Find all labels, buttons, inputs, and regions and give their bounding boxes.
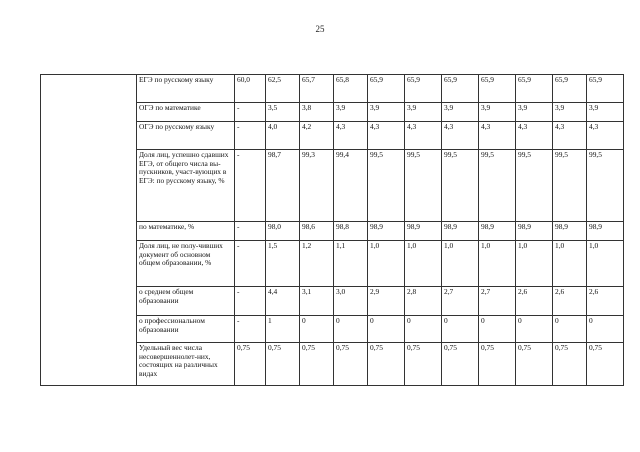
value-cell: 99,5 bbox=[368, 150, 405, 222]
value-cell: 62,5 bbox=[266, 75, 300, 103]
value-cell: 3,9 bbox=[334, 103, 368, 122]
value-cell: 0,75 bbox=[334, 343, 368, 386]
value-cell: - bbox=[235, 222, 266, 241]
value-cell: 0,75 bbox=[300, 343, 334, 386]
value-cell: 1,0 bbox=[587, 241, 624, 287]
value-cell: 2,7 bbox=[442, 287, 479, 316]
indicator-label: ОГЭ по русскому языку bbox=[137, 122, 235, 150]
value-cell: 4,3 bbox=[368, 122, 405, 150]
value-cell: 65,7 bbox=[300, 75, 334, 103]
value-cell: 2,6 bbox=[516, 287, 553, 316]
value-cell: 4,3 bbox=[479, 122, 516, 150]
value-cell: 0,75 bbox=[405, 343, 442, 386]
value-cell: 99,4 bbox=[334, 150, 368, 222]
value-cell: 3,0 bbox=[334, 287, 368, 316]
value-cell: 1,5 bbox=[266, 241, 300, 287]
value-cell: - bbox=[235, 287, 266, 316]
value-cell: 99,5 bbox=[587, 150, 624, 222]
value-cell: 98,9 bbox=[553, 222, 587, 241]
value-cell: - bbox=[235, 122, 266, 150]
value-cell: 4,2 bbox=[300, 122, 334, 150]
page-number: 25 bbox=[315, 24, 325, 34]
value-cell: 98,9 bbox=[587, 222, 624, 241]
value-cell: 1,0 bbox=[516, 241, 553, 287]
value-cell: 0,75 bbox=[442, 343, 479, 386]
value-cell: 4,3 bbox=[442, 122, 479, 150]
value-cell: 98,9 bbox=[368, 222, 405, 241]
value-cell: 0,75 bbox=[368, 343, 405, 386]
value-cell: 4,3 bbox=[516, 122, 553, 150]
value-cell: 0 bbox=[516, 316, 553, 343]
indicator-label: Доля лиц, не полу-чивших документ об основном общем образовании, % bbox=[137, 241, 235, 287]
value-cell: 3,9 bbox=[442, 103, 479, 122]
value-cell: 1,0 bbox=[479, 241, 516, 287]
value-cell: 4,3 bbox=[334, 122, 368, 150]
value-cell: 3,9 bbox=[516, 103, 553, 122]
value-cell: 3,9 bbox=[479, 103, 516, 122]
value-cell: 65,9 bbox=[553, 75, 587, 103]
value-cell: 65,8 bbox=[334, 75, 368, 103]
value-cell: 0 bbox=[553, 316, 587, 343]
value-cell: 65,9 bbox=[442, 75, 479, 103]
value-cell: 98,6 bbox=[300, 222, 334, 241]
value-cell: 1,1 bbox=[334, 241, 368, 287]
value-cell: 3,9 bbox=[368, 103, 405, 122]
value-cell: 0 bbox=[405, 316, 442, 343]
value-cell: 0,75 bbox=[479, 343, 516, 386]
value-cell: 4,3 bbox=[405, 122, 442, 150]
value-cell: 3,9 bbox=[553, 103, 587, 122]
value-cell: 60,0 bbox=[235, 75, 266, 103]
value-cell: 65,9 bbox=[587, 75, 624, 103]
indicator-label: ЕГЭ по русскому языку bbox=[137, 75, 235, 103]
value-cell: 2,9 bbox=[368, 287, 405, 316]
value-cell: 99,5 bbox=[479, 150, 516, 222]
value-cell: 99,5 bbox=[442, 150, 479, 222]
value-cell: 99,5 bbox=[516, 150, 553, 222]
value-cell: 2,8 bbox=[405, 287, 442, 316]
value-cell: 99,3 bbox=[300, 150, 334, 222]
indicator-label: о среднем общем образовании bbox=[137, 287, 235, 316]
indicator-label: по математике, % bbox=[137, 222, 235, 241]
value-cell: 0,75 bbox=[587, 343, 624, 386]
value-cell: 2,6 bbox=[553, 287, 587, 316]
indicator-label: Удельный вес числа несовершеннолет-них, состоящих на различных видах bbox=[137, 343, 235, 386]
value-cell: 99,5 bbox=[553, 150, 587, 222]
value-cell: 3,9 bbox=[405, 103, 442, 122]
value-cell: - bbox=[235, 150, 266, 222]
value-cell: 65,9 bbox=[405, 75, 442, 103]
value-cell: 98,9 bbox=[442, 222, 479, 241]
value-cell: 3,9 bbox=[587, 103, 624, 122]
value-cell: 1,0 bbox=[553, 241, 587, 287]
value-cell: 3,1 bbox=[300, 287, 334, 316]
value-cell: 0,75 bbox=[235, 343, 266, 386]
value-cell: - bbox=[235, 241, 266, 287]
value-cell: 65,9 bbox=[368, 75, 405, 103]
value-cell: 0 bbox=[587, 316, 624, 343]
indicators-table bbox=[40, 74, 624, 386]
value-cell: 0 bbox=[300, 316, 334, 343]
value-cell: 98,9 bbox=[516, 222, 553, 241]
value-cell: 0 bbox=[479, 316, 516, 343]
value-cell: 4,3 bbox=[587, 122, 624, 150]
value-cell: 2,7 bbox=[479, 287, 516, 316]
value-cell: 65,9 bbox=[516, 75, 553, 103]
value-cell: 4,3 bbox=[553, 122, 587, 150]
value-cell: 3,5 bbox=[266, 103, 300, 122]
value-cell: 1,2 bbox=[300, 241, 334, 287]
indicator-label: ОГЭ по математике bbox=[137, 103, 235, 122]
indicator-label: Доля лиц, успешно сдавших ЕГЭ, от общего числа вы-пускников, участ-вующих в ЕГЭ: по русскому языку, % bbox=[137, 150, 235, 222]
indicator-label: о профессиональном образовании bbox=[137, 316, 235, 343]
value-cell: 3,8 bbox=[300, 103, 334, 122]
value-cell: - bbox=[235, 103, 266, 122]
value-cell: 0 bbox=[368, 316, 405, 343]
value-cell: 99,5 bbox=[405, 150, 442, 222]
value-cell: 0,75 bbox=[516, 343, 553, 386]
value-cell: 1,0 bbox=[405, 241, 442, 287]
value-cell: 1,0 bbox=[442, 241, 479, 287]
value-cell: 65,9 bbox=[479, 75, 516, 103]
value-cell: 98,7 bbox=[266, 150, 300, 222]
value-cell: 4,4 bbox=[266, 287, 300, 316]
value-cell: 1,0 bbox=[368, 241, 405, 287]
value-cell: 4,0 bbox=[266, 122, 300, 150]
value-cell: 98,8 bbox=[334, 222, 368, 241]
empty-section-cell bbox=[41, 75, 137, 386]
value-cell: 98,9 bbox=[405, 222, 442, 241]
value-cell: 0,75 bbox=[553, 343, 587, 386]
value-cell: 98,0 bbox=[266, 222, 300, 241]
value-cell: 0 bbox=[442, 316, 479, 343]
value-cell: 1 bbox=[266, 316, 300, 343]
value-cell: 0,75 bbox=[266, 343, 300, 386]
value-cell: 2,6 bbox=[587, 287, 624, 316]
value-cell: - bbox=[235, 316, 266, 343]
value-cell: 0 bbox=[334, 316, 368, 343]
table-row bbox=[41, 75, 624, 103]
value-cell: 98,9 bbox=[479, 222, 516, 241]
